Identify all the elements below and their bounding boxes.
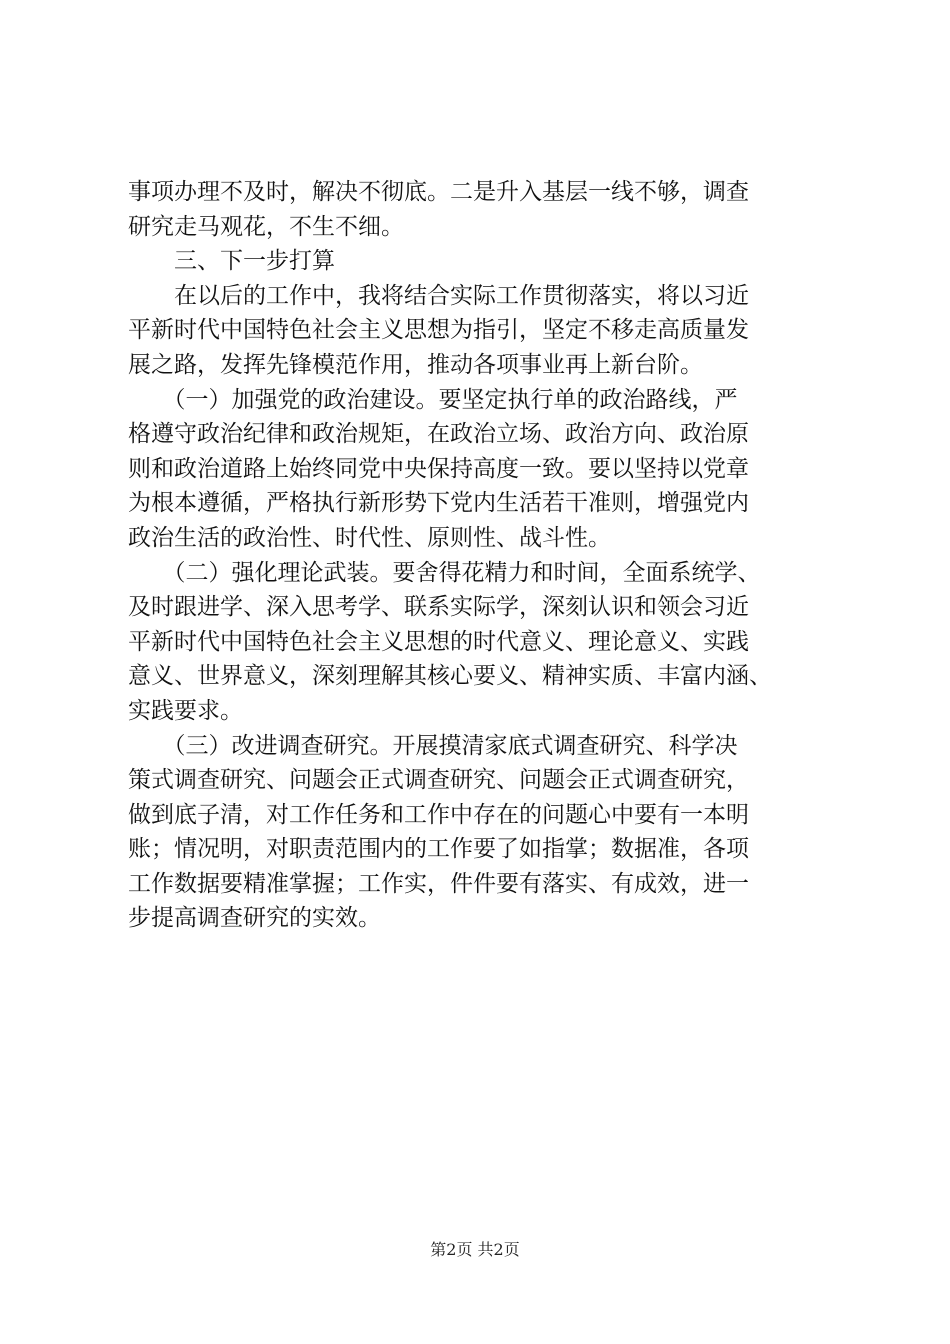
- text-line: 策式调查研究、问题会正式调查研究、问题会正式调查研究，: [128, 767, 749, 794]
- text-line: 做到底子清，对工作任务和工作中存在的问题心中要有一本明: [128, 801, 749, 828]
- text-line: （一）加强党的政治建设。要坚定执行单的政治路线，严: [128, 386, 738, 413]
- text-line: 平新时代中国特色社会主义思想为指引，坚定不移走高质量发: [128, 317, 749, 344]
- text-line: 实践要求。: [128, 697, 243, 724]
- text-line: 为根本遵循，严格执行新形势下党内生活若干准则，增强党内: [128, 490, 749, 517]
- page-number: 第2页 共2页: [430, 1240, 520, 1259]
- text-line: 格遵守政治纪律和政治规矩，在政治立场、政治方向、政治原: [128, 421, 749, 448]
- text-line: 则和政治道路上始终同党中央保持高度一致。要以坚持以党章: [128, 455, 749, 482]
- page-footer: [0, 1240, 950, 1260]
- text-line: （三）改进调查研究。开展摸清家底式调查研究、科学决: [128, 732, 738, 759]
- text-line: 账；情况明，对职责范围内的工作要了如指掌；数据准，各项: [128, 836, 749, 863]
- text-line: 研究走马观花，不生不细。: [128, 213, 404, 240]
- text-line: 工作数据要精准掌握；工作实，件件要有落实、有成效，进一: [128, 870, 749, 897]
- text-line: 步提高调查研究的实效。: [128, 905, 381, 932]
- text-line: （二）强化理论武装。要舍得花精力和时间，全面系统学、: [128, 559, 761, 586]
- section-heading: 三、下一步打算: [128, 248, 335, 275]
- text-line: 平新时代中国特色社会主义思想的时代意义、理论意义、实践: [128, 628, 749, 655]
- text-line: 在以后的工作中，我将结合实际工作贯彻落实，将以习近: [128, 282, 749, 309]
- text-line: 及时跟进学、深入思考学、联系实际学，深刻认识和领会习近: [128, 594, 749, 621]
- document-body: [128, 175, 848, 936]
- text-line: 展之路，发挥先锋模范作用，推动各项事业再上新台阶。: [128, 351, 703, 378]
- text-line: 事项办理不及时，解决不彻底。二是升入基层一线不够，调查: [128, 179, 749, 205]
- text-line: 政治生活的政治性、时代性、原则性、战斗性。: [128, 524, 611, 551]
- text-line: 意义、世界意义，深刻理解其核心要义、精神实质、丰富内涵、: [128, 663, 772, 690]
